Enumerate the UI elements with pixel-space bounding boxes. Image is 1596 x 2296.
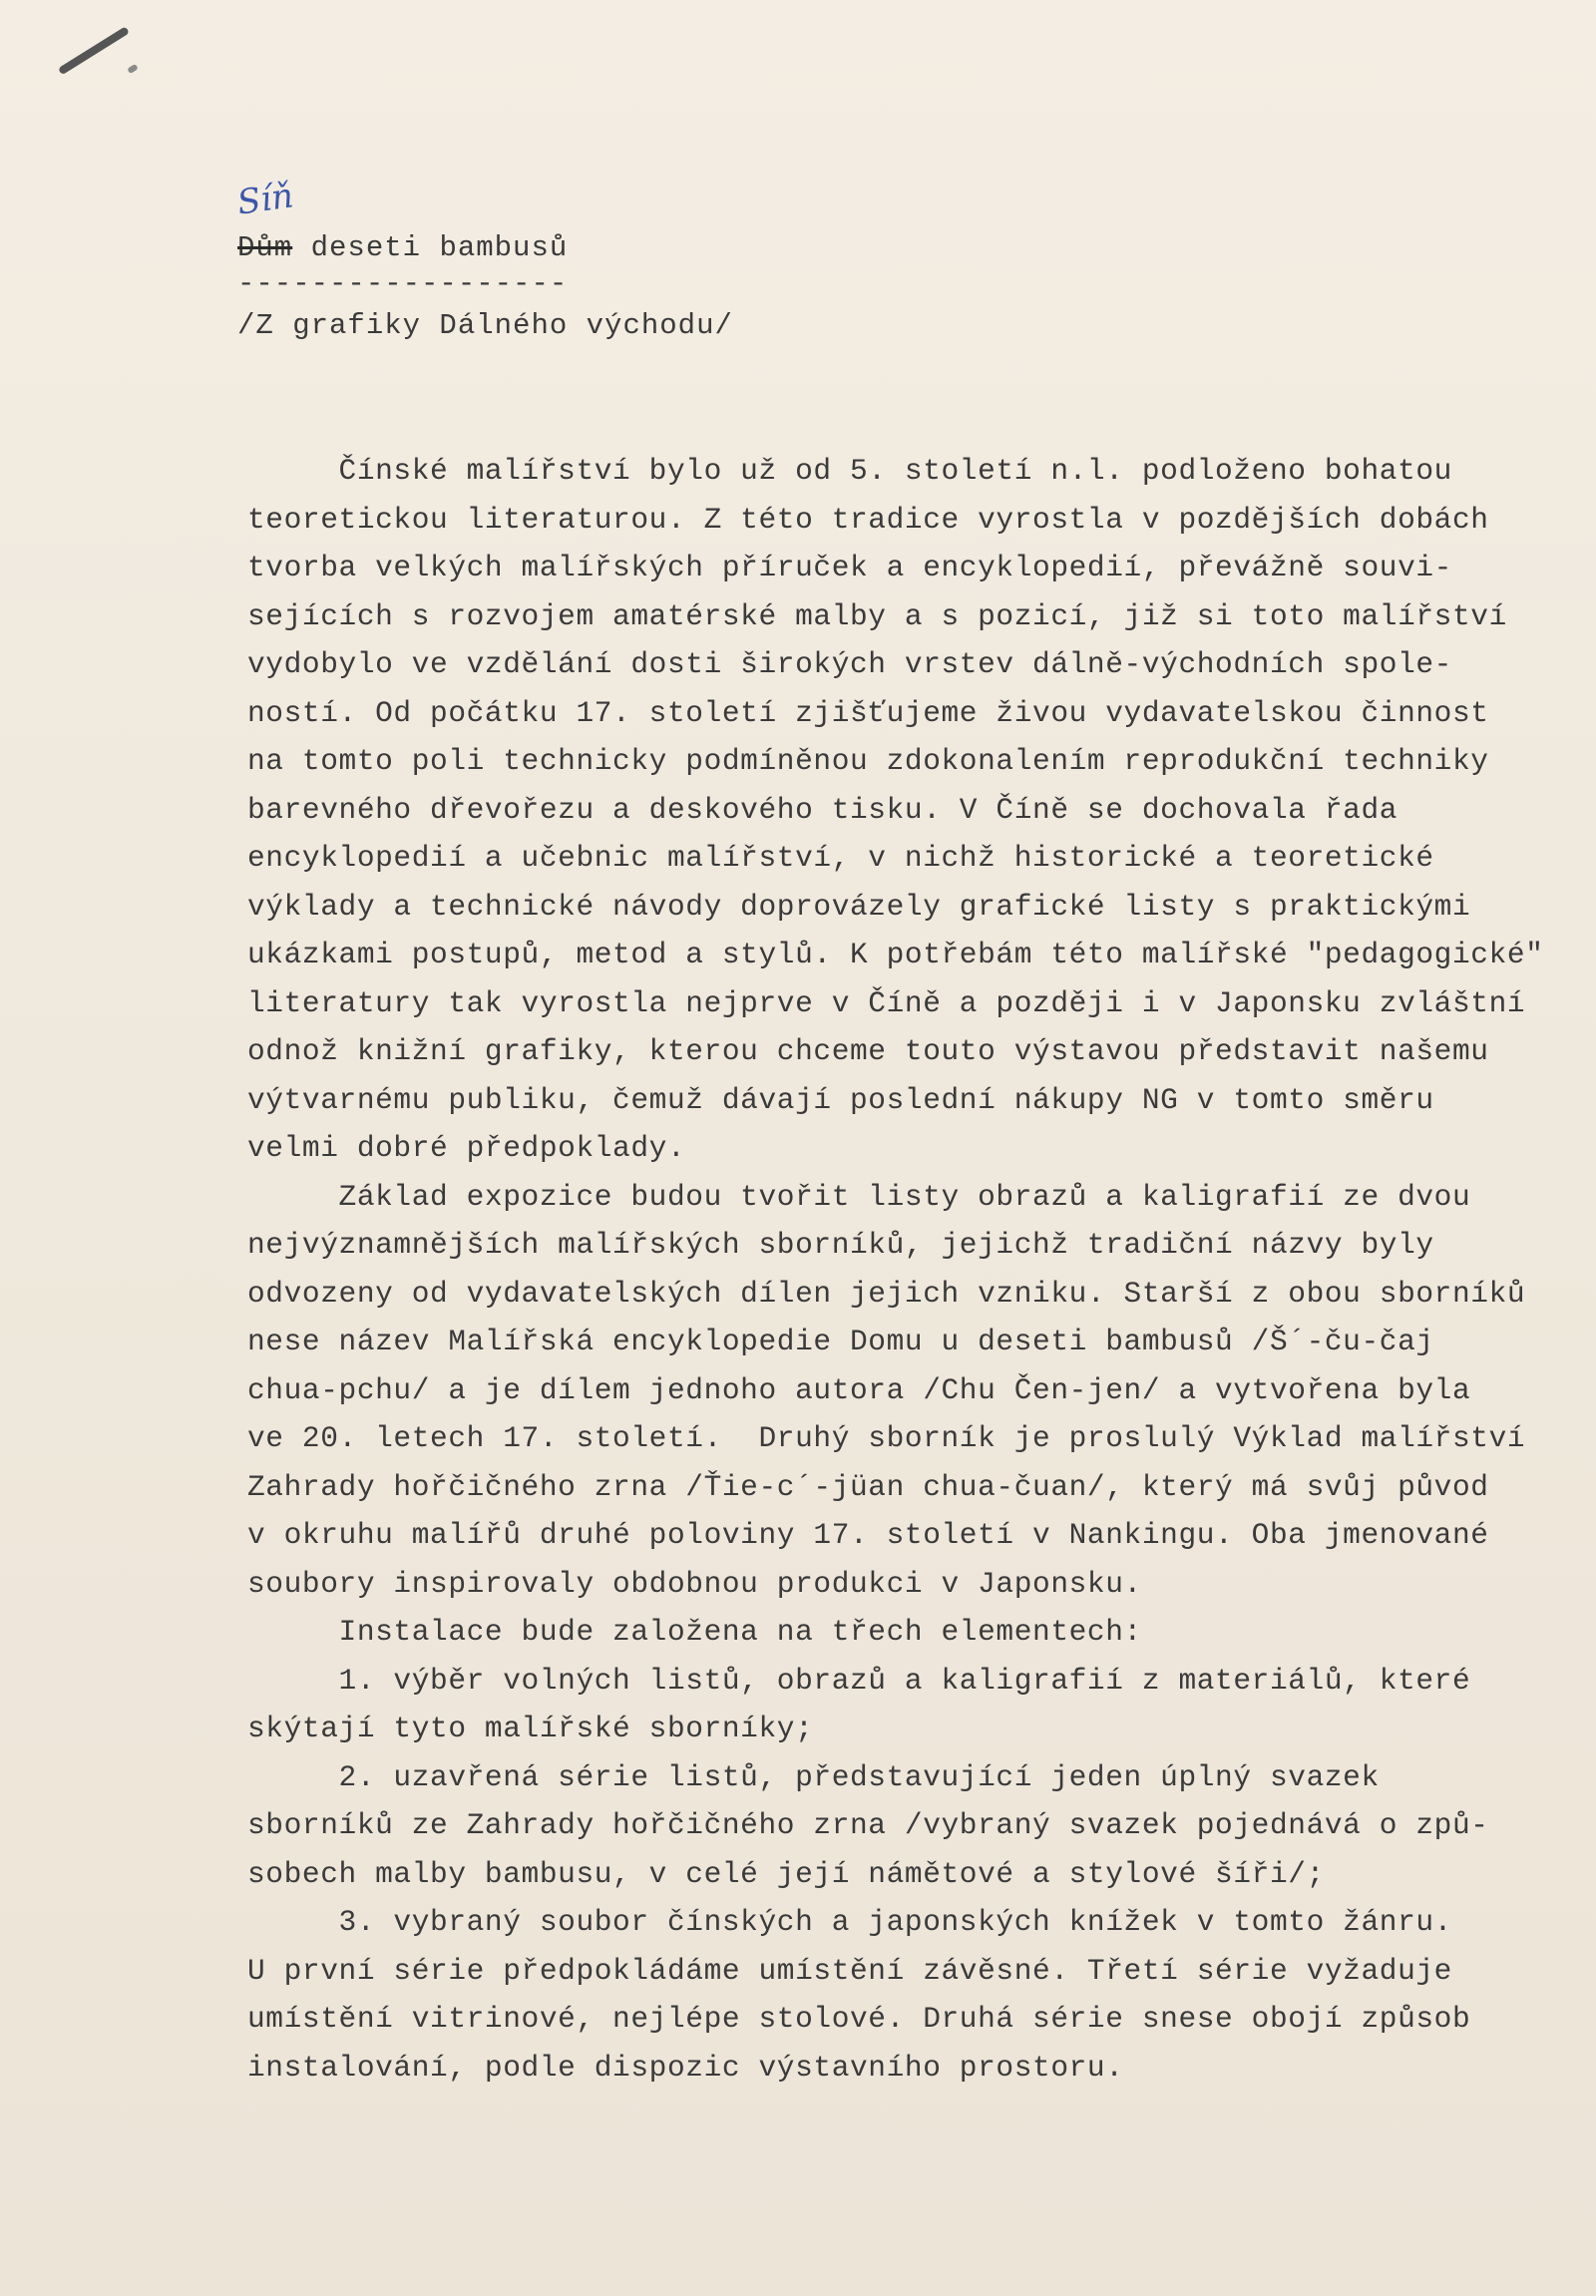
text-line: ností. Od počátku 17. století zjišťujeme živou vydavatelskou činnost <box>247 695 1489 730</box>
text-line: sejících s rozvojem amatérské malby a s pozicí, již si toto malířství <box>247 598 1507 633</box>
text-line: instalování, podle dispozic výstavního prostoru. <box>247 2050 1124 2085</box>
text-line: U první série předpokládáme umístění závěsné. Třetí série vyžaduje <box>247 1953 1452 1988</box>
text-line: výklady a technické návody doprovázely grafické listy s praktickými <box>247 889 1471 924</box>
text-line: 2. uzavřená série listů, představující jeden úplný svazek <box>247 1759 1380 1794</box>
body-text <box>247 447 1584 2092</box>
document-subtitle: /Z grafiky Dálného východu/ <box>237 309 733 342</box>
text-line: výtvarnému publiku, čemuž dávají poslední nákupy NG v tomto směru <box>247 1082 1434 1117</box>
text-line: umístění vitrinové, nejlépe stolové. Druhá série snese obojí způsob <box>247 2002 1471 2036</box>
text-line: na tomto poli technicky podmíněnou zdokonalením reprodukční techniky <box>247 744 1489 778</box>
text-line: Zahrady hořčičného zrna /Ťie-c´-jüan chua-čuan/, který má svůj původ <box>247 1469 1489 1504</box>
text-line: encyklopedií a učebnic malířství, v nichž historické a teoretické <box>247 841 1434 875</box>
text-line: skýtají tyto malířské sborníky; <box>247 1712 814 1745</box>
text-line: v okruhu malířů druhé poloviny 17. století v Nankingu. Oba jmenované <box>247 1518 1489 1552</box>
title-underline: ------------------ <box>237 267 569 300</box>
text-line: teoretickou literaturou. Z této tradice vyrostla v pozdějších dobách <box>247 502 1489 537</box>
text-line: sborníků ze Zahrady hořčičného zrna /vybraný svazek pojednává o způ- <box>247 1808 1489 1842</box>
text-line: 1. výběr volných listů, obrazů a kaligrafií z materiálů, které <box>247 1663 1471 1698</box>
text-line: 3. vybraný soubor čínských a japonských knížek v tomto žánru. <box>247 1905 1452 1939</box>
text-line: literatury tak vyrostla nejprve v Číně a později i v Japonsku zvláštní <box>247 985 1526 1020</box>
text-line: chua-pchu/ a je dílem jednoho autora /Chu Čen-jen/ a vytvořena byla <box>247 1372 1471 1407</box>
text-line: vydobylo ve vzdělání dosti širokých vrstev dálně-východních spole- <box>247 647 1452 681</box>
struck-word: Dům <box>237 231 293 264</box>
title-text: deseti bambusů <box>292 231 569 264</box>
text-line: velmi dobré předpoklady. <box>247 1131 686 1165</box>
text-line: ve 20. letech 17. století. Druhý sborník je proslulý Výklad malířství <box>247 1421 1526 1455</box>
text-line: sobech malby bambusu, v celé její námětové a stylové šíři/; <box>247 1856 1325 1891</box>
document-title <box>237 231 568 264</box>
text-line: tvorba velkých malířských příruček a encyklopedií, převážně souvi- <box>247 551 1452 584</box>
text-line: nese název Malířská encyklopedie Domu u deseti bambusů /Š´-ču-čaj <box>247 1325 1434 1358</box>
text-line: nejvýznamnějších malířských sborníků, jejichž tradiční názvy byly <box>247 1228 1434 1262</box>
text-line: Čínské malířství bylo už od 5. století n.l. podloženo bohatou <box>247 454 1452 488</box>
text-line: Základ expozice budou tvořit listy obrazů a kaligrafií ze dvou <box>247 1179 1471 1214</box>
text-line: Instalace bude založena na třech elementech: <box>247 1615 1142 1649</box>
text-line: odnož knižní grafiky, kterou chceme touto výstavou představit našemu <box>247 1034 1489 1068</box>
handwritten-note: Síň <box>234 176 296 223</box>
text-line: soubory inspirovaly obdobnou produkci v Japonsku. <box>247 1566 1142 1601</box>
text-line: barevného dřevořezu a deskového tisku. V Číně se dochovala řada <box>247 792 1398 827</box>
text-line: ukázkami postupů, metod a stylů. K potřebám této malířské "pedagogické" <box>247 938 1544 971</box>
text-line: odvozeny od vydavatelských dílen jejich vzniku. Starší z obou sborníků <box>247 1276 1526 1311</box>
